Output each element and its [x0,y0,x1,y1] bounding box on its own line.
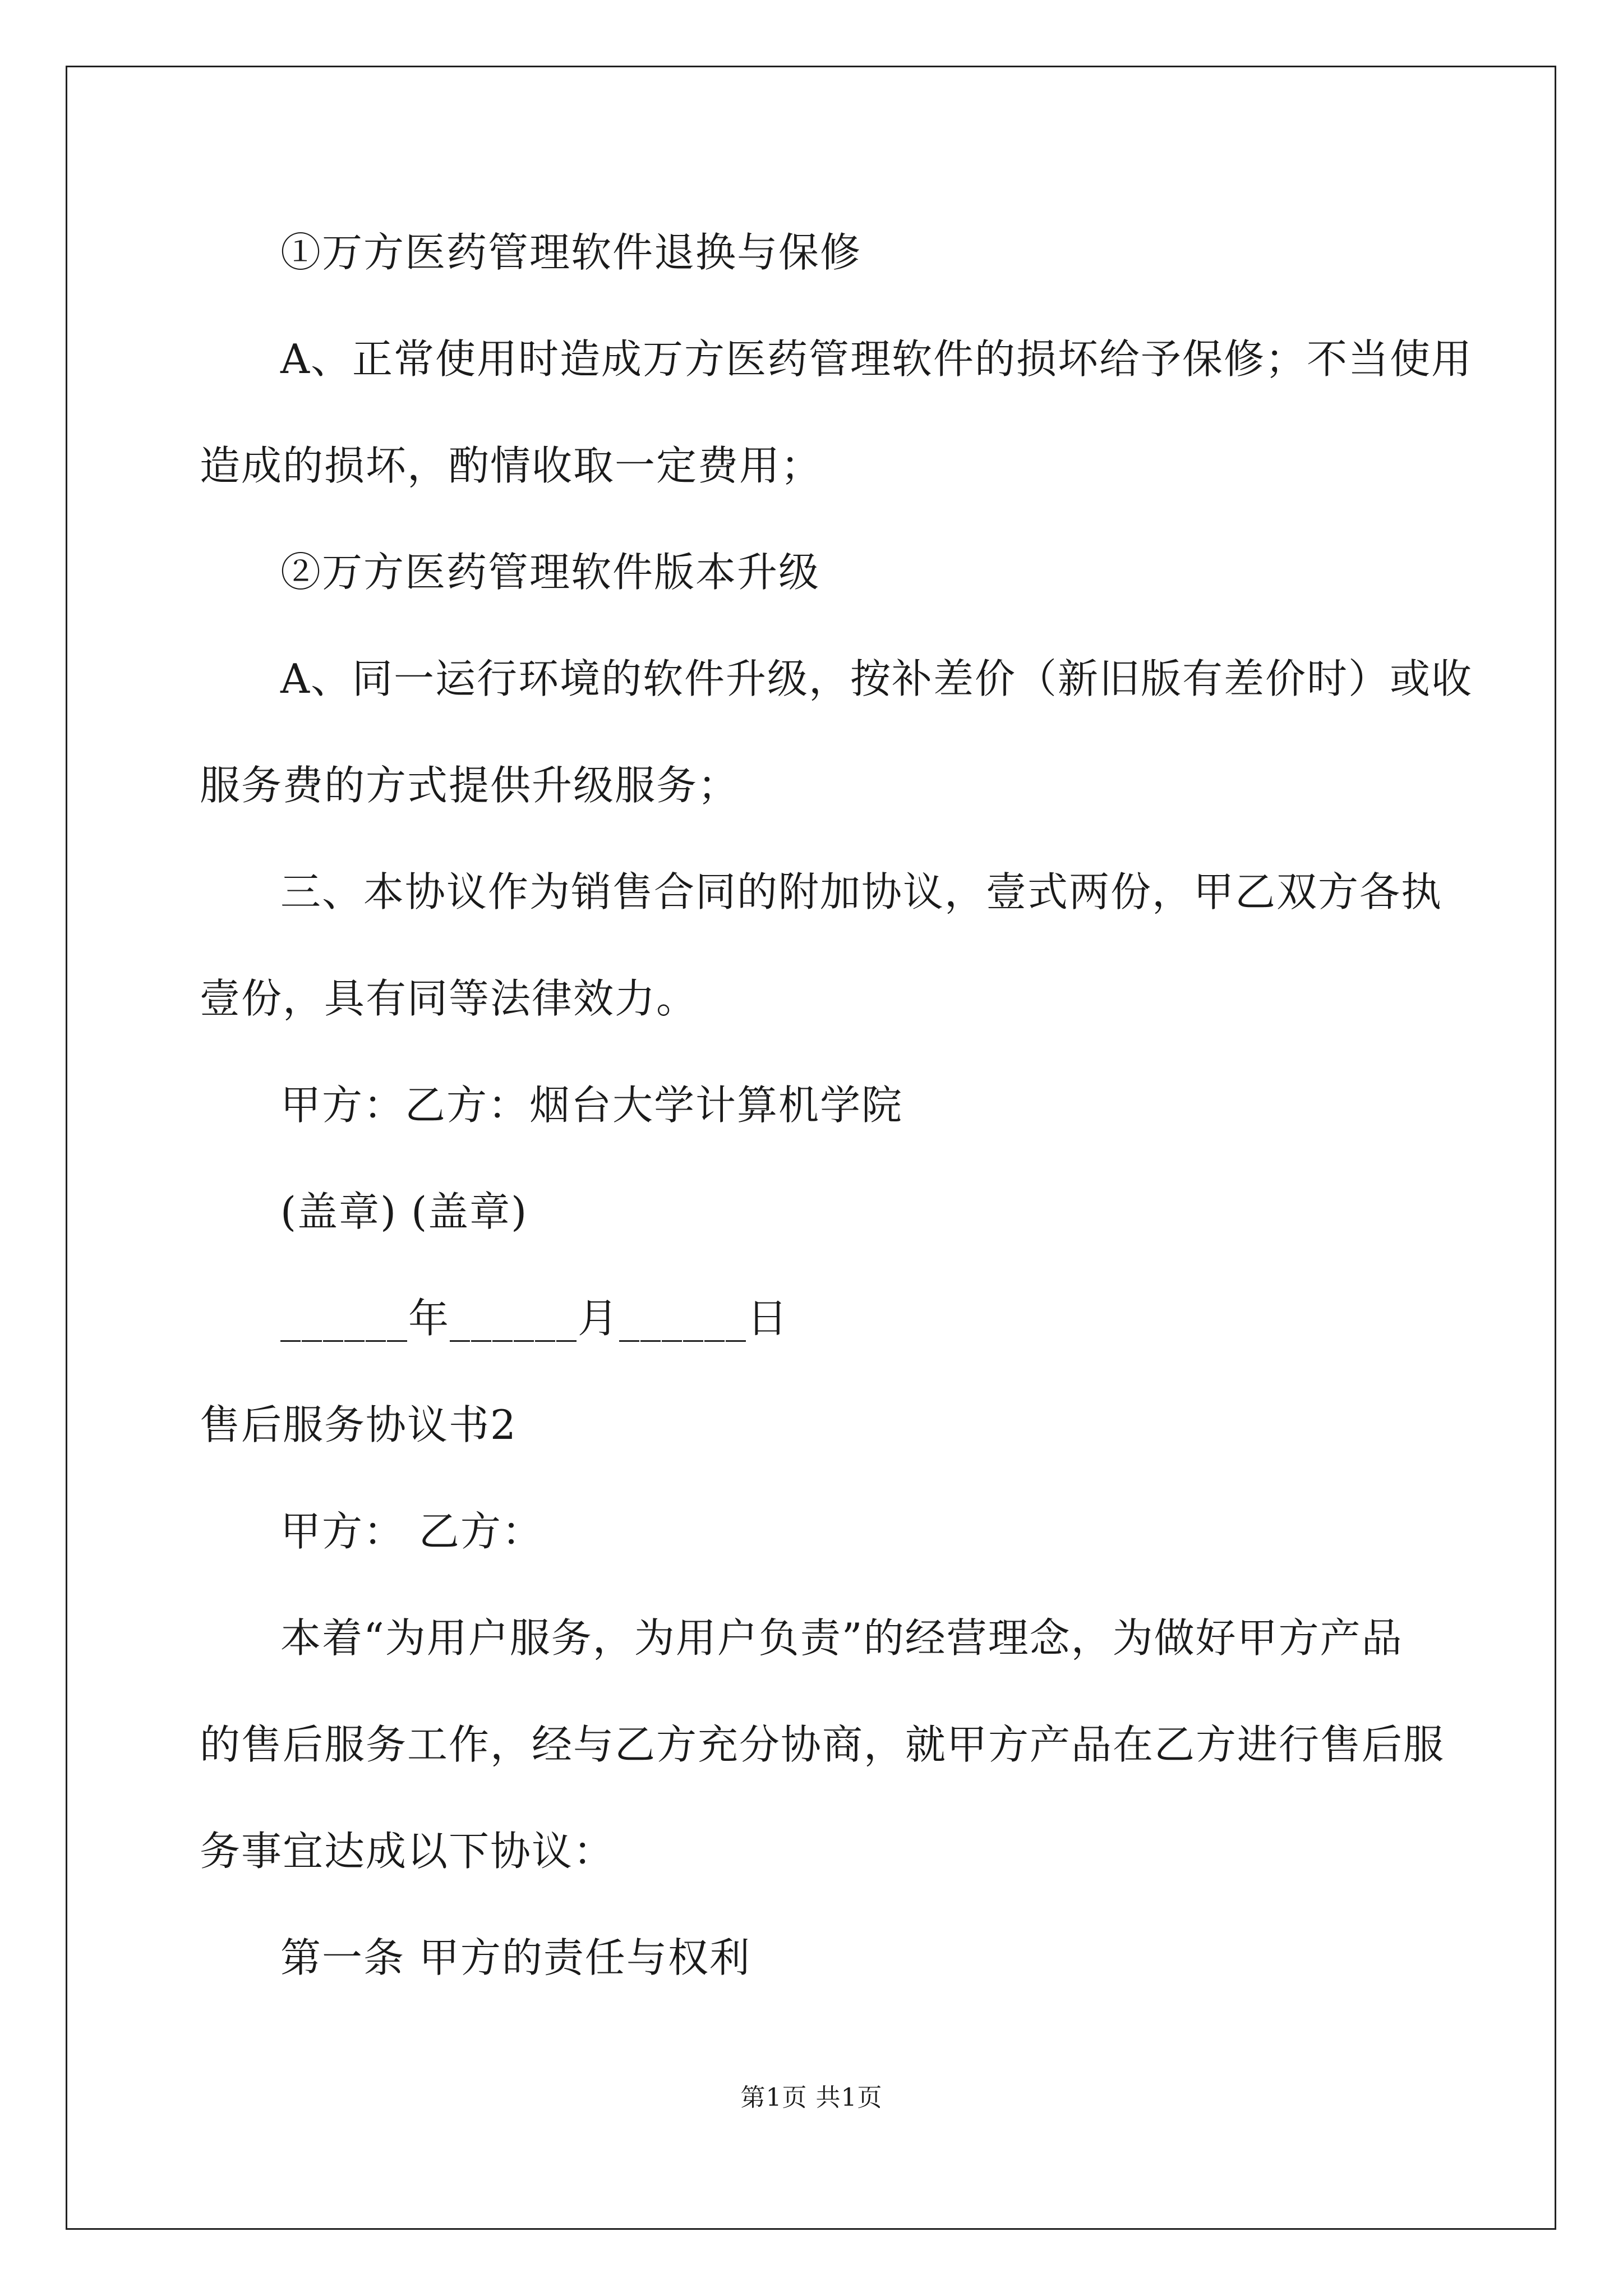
paragraph-upgrade-line2: 服务费的方式提供升级服务； [200,762,740,809]
article-one-heading: 第一条 甲方的责任与权利 [280,1934,751,1981]
paragraph-agreement-copies-line1: 三、本协议作为销售合同的附加协议，壹式两份，甲乙双方各执 [280,868,1443,915]
paragraph-software-return-title: ①万方医药管理软件退换与保修 [280,229,862,276]
paragraph-preamble-line1: 本着“为用户服务，为用户负责”的经营理念，为做好甲方产品 [280,1614,1403,1662]
paragraph-version-upgrade-title: ②万方医药管理软件版本升级 [280,549,820,596]
paragraph-parties: 甲方：乙方：烟台大学计算机学院 [280,1082,903,1129]
paragraph-preamble-line3: 务事宜达成以下协议： [200,1828,615,1875]
section-title-agreement-2: 售后服务协议书2 [200,1401,517,1448]
paragraph-seals: (盖章) (盖章) [280,1188,528,1235]
paragraph-agreement-copies-line2: 壹份，具有同等法律效力。 [200,975,698,1022]
paragraph-warranty-line2: 造成的损坏，酌情收取一定费用； [200,442,823,489]
page-footer: 第1页 共1页 [740,2083,883,2112]
paragraph-warranty-line1: A、正常使用时造成万方医药管理软件的损坏给予保修；不当使用 [280,335,1473,383]
paragraph-parties-2: 甲方： 乙方： [280,1508,543,1555]
paragraph-preamble-line2: 的售后服务工作，经与乙方充分协商，就甲方产品在乙方进行售后服 [200,1721,1445,1768]
paragraph-date-blanks: ______年______月______日 [280,1295,789,1342]
page-border [66,66,1556,2230]
paragraph-upgrade-line1: A、同一运行环境的软件升级，按补差价（新旧版有差价时）或收 [280,655,1473,702]
